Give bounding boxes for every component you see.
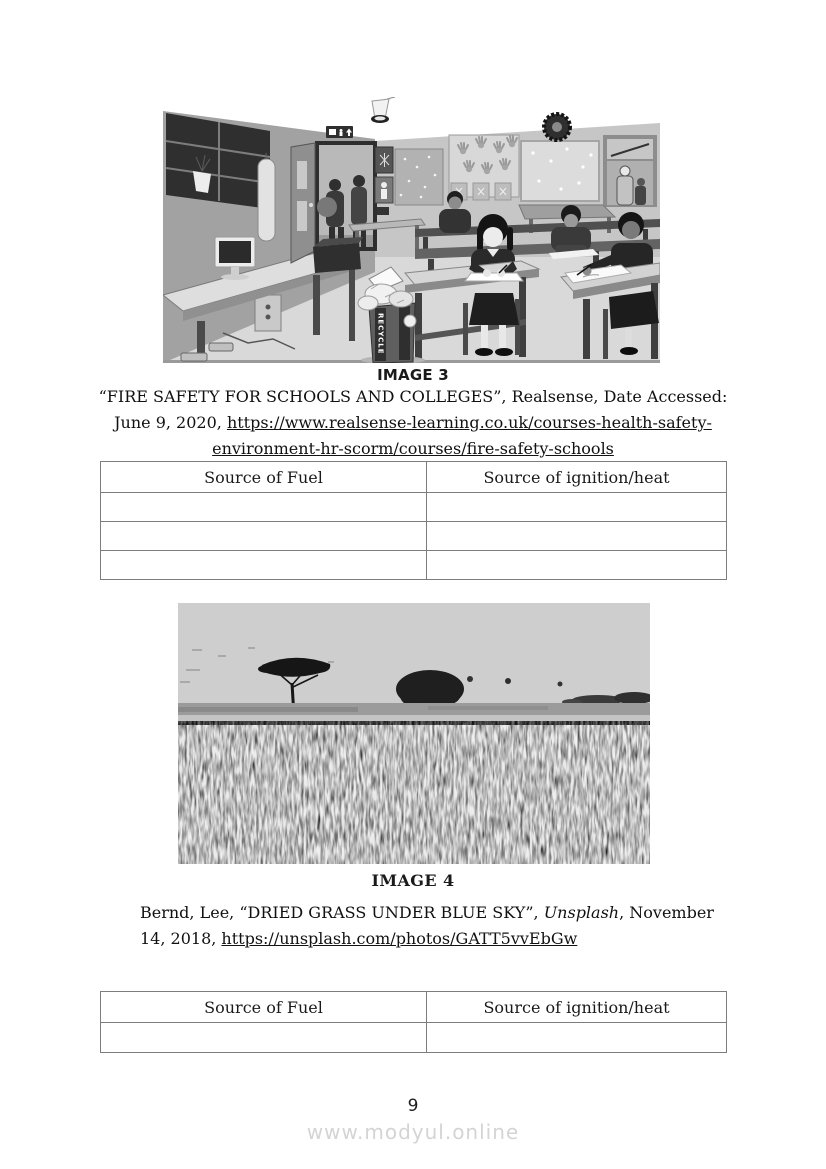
empty-cell [101, 551, 427, 580]
table-header-row [101, 992, 727, 1023]
power-strip [209, 343, 233, 351]
table-header-row [101, 462, 727, 493]
table-row [101, 1023, 727, 1053]
fuel-table-1 [100, 461, 727, 580]
computer-tower [255, 295, 281, 331]
savanna-photo [178, 603, 650, 864]
image4-citation-authors: Bernd, Lee, “DRIED GRASS UNDER BLUE SKY”, [140, 903, 544, 922]
whiteboard [521, 141, 599, 201]
hanging-coat [258, 153, 275, 241]
image3-citation [98, 384, 728, 462]
image4-citation [140, 900, 720, 952]
image3-citation-link[interactable]: https://www.realsense-learning.co.uk/courses-health-safety-environment-hr-scorm/courses/fire-safety-schools [212, 413, 712, 458]
table-row [101, 551, 727, 580]
backpack [317, 197, 337, 217]
cardboard-box [313, 237, 363, 273]
fuel-table-2 [100, 991, 727, 1053]
header-source-of-fuel: Source of Fuel [101, 992, 427, 1023]
empty-cell [101, 493, 427, 522]
round-bush [396, 670, 464, 708]
image4-citation-date: , November 14, 2018, [140, 903, 714, 948]
watermark: www.modyul.online [306, 1120, 520, 1144]
empty-cell [101, 1023, 427, 1053]
header-source-of-ignition: Source of ignition/heat [427, 462, 727, 493]
empty-cell [427, 551, 727, 580]
window [603, 135, 657, 207]
image3-caption: IMAGE 3 [377, 366, 449, 384]
image4-citation-source: Unsplash [543, 903, 620, 922]
classroom-illustration-svg [163, 97, 660, 363]
wreath-decoration [544, 114, 570, 140]
empty-cell [427, 1023, 727, 1053]
door-handle [309, 203, 313, 207]
table-row [101, 522, 727, 551]
empty-cell [427, 522, 727, 551]
grass-field [178, 721, 650, 864]
empty-cell [427, 493, 727, 522]
header-source-of-fuel: Source of Fuel [101, 462, 427, 493]
page-number: 9 [407, 1096, 419, 1116]
image4-citation-link[interactable]: https://unsplash.com/photos/GATT5vvEbGw [221, 929, 578, 948]
empty-cell [101, 522, 427, 551]
header-source-of-ignition: Source of ignition/heat [427, 992, 727, 1023]
table-row [101, 493, 727, 522]
savanna-photo-svg [178, 603, 650, 864]
image3-citation-text: “FIRE SAFETY FOR SCHOOLS AND COLLEGES”, Realsense, Date Accessed: June 9, 2020, [98, 387, 728, 432]
display-board [395, 149, 443, 205]
classroom-illustration [163, 97, 660, 363]
recycle-bin-label: RECYCLE [376, 313, 385, 355]
fire-exit-sign [326, 126, 353, 138]
image4-caption: IMAGE 4 [371, 871, 455, 890]
